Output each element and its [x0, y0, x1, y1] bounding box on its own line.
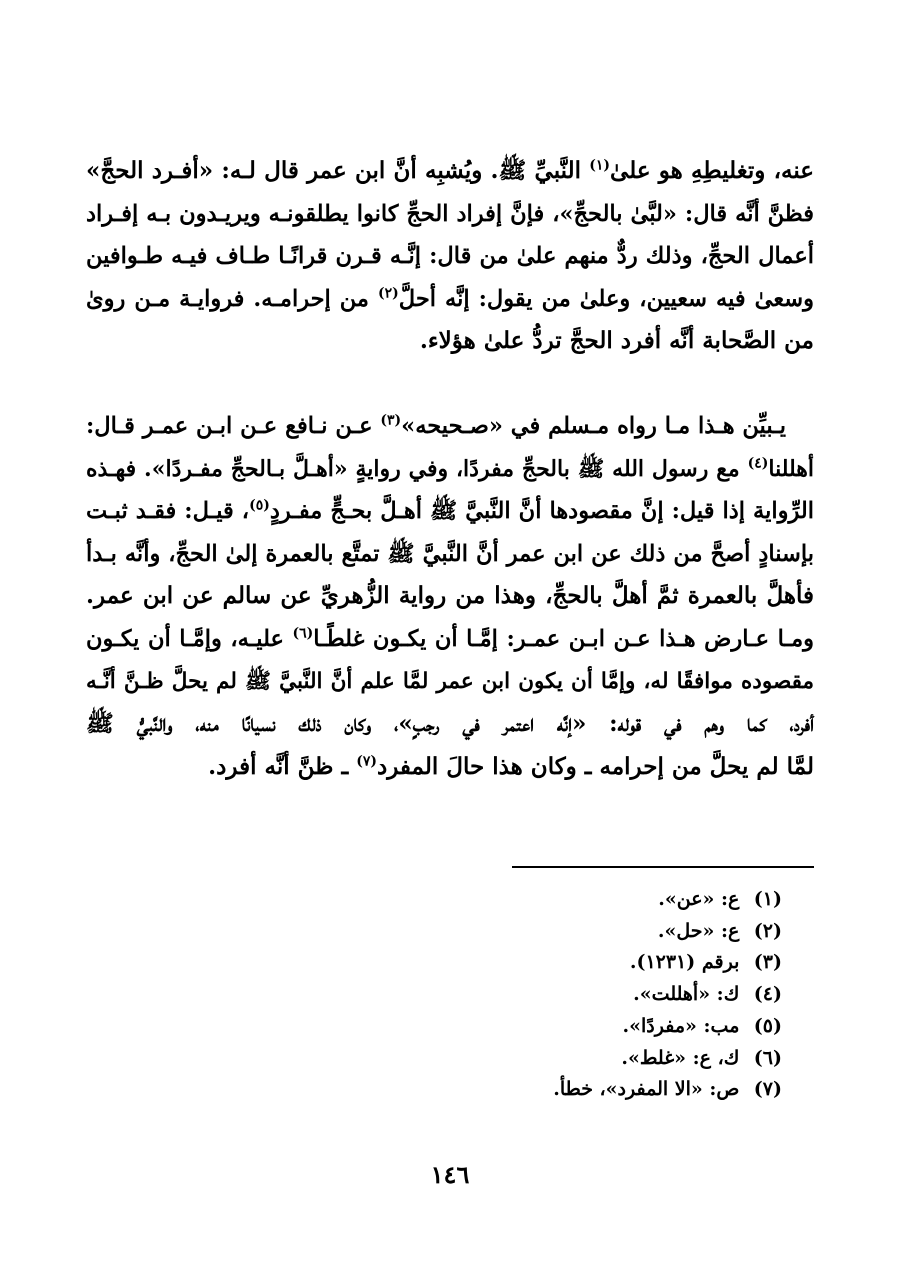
- footnote-marker[interactable]: (٣): [380, 412, 402, 429]
- footnote-number: (٤): [753, 983, 782, 1006]
- footnote-text: ك، ع: «غلط».: [621, 1046, 740, 1069]
- footnote-item: [282, 1074, 782, 1106]
- text-line: يـبيِّن هـذا مـا رواه مـسلم في «صـحيحه»$^{(٣)}$ عـن نـافع عـن ابـن عمـر قـال:: [86, 412, 786, 439]
- text-line: ومـا عـارض هـذا عـن ابـن عمـر: إمَّـا أن يكـون غلطًـا$^{(٦)}$ عليـه، وإمَّـا أن يكـون: [86, 625, 814, 652]
- footnote-marker[interactable]: (٤): [747, 455, 769, 472]
- footnote-item: [282, 979, 782, 1011]
- text-line: بإسنادٍ أصحَّ من ذلك عن ابن عمر أنَّ النَّبيَّ ﷺ تمتَّع بالعمرة إلىٰ الحجِّ، وأنَّه بـدأ: [86, 540, 814, 567]
- text-line: أعمال الحجِّ، وذلك ردٌّ منهم علىٰ من قال: إنَّـه قـرن قرانًـا طـاف فيـه طـوافين: [86, 243, 814, 270]
- footnote-number: (٥): [753, 1014, 782, 1037]
- text-line: الرِّواية إذا قيل: إنَّ مقصودها أنَّ النَّبيَّ ﷺ أهـلَّ بحـجٍّ مفـردٍ$^{(٥)}$، قيـل: فقـد ثبـت: [86, 497, 814, 525]
- text-line: أفرد، كما وهم في قوله: «إنَّه اعتمر في رجبٍ»، وكان ذلك نسيانًا منه، والنَّبيُّ ﷺ: [86, 710, 814, 738]
- footnotes-list: [282, 884, 782, 1106]
- footnote-text: ع: «حل».: [657, 919, 740, 942]
- footnote-item: [282, 1011, 782, 1043]
- footnote-number: (٦): [753, 1046, 782, 1069]
- footnote-text: مب: «مفردًا».: [622, 1014, 740, 1037]
- footnote-marker[interactable]: (٥): [249, 497, 270, 514]
- footnote-item: [282, 884, 782, 916]
- footnote-text: ك: «أهللت».: [633, 983, 740, 1006]
- footnote-item: [282, 947, 782, 979]
- footnote-marker[interactable]: (٢): [378, 285, 399, 302]
- footnote-number: (١): [753, 888, 782, 910]
- footnote-number: (٣): [753, 951, 782, 974]
- footnote-number: (٧): [753, 1078, 782, 1101]
- paragraph-2: [86, 405, 814, 788]
- text-line: عنه، وتغليطِهِ هو علىٰ$^{(١)}$ النَّبيِّ ﷺ. ويُشبِه أنَّ ابن عمر قال لـه: «أفـرد الحجَّ»: [86, 157, 814, 184]
- text-line: فأهلَّ بالعمرة ثمَّ أهلَّ بالحجِّ، وهذا من رواية الزُّهريِّ عن سالم عن ابن عمر.: [86, 582, 814, 610]
- text-line: مقصوده موافقًا له، وإمَّا أن يكون ابن عمر لمَّا علم أنَّ النَّبيَّ ﷺ لم يحلَّ ظـنَّ أنَّـه: [86, 668, 814, 694]
- footnote-text: برقم (١٢٣١).: [629, 951, 740, 974]
- footnote-item: [282, 916, 782, 948]
- page-number: ١٤٦: [430, 1160, 470, 1189]
- footnote-item: [282, 1043, 782, 1075]
- footnote-text: ص: «الا المفرد»، خطأ.: [553, 1078, 740, 1101]
- footnote-text: ع: «عن».: [658, 888, 740, 910]
- text-line: من الصَّحابة أنَّه أفرد الحجَّ تردُّ علىٰ هؤلاء.: [419, 327, 814, 355]
- text-line: وسعىٰ فيه سعيين، وعلىٰ من يقول: إنَّه أحلَّ$^{(٢)}$ من إحرامـه. فروايـة مـن روىٰ: [86, 285, 814, 312]
- text-line: أهللنا$^{(٤)}$ مع رسول الله ﷺ بالحجِّ مفردًا، وفي روايةٍ «أهـلَّ بـالحجِّ مفـردًا». فهـذه: [86, 455, 814, 482]
- text-line: فظنَّ أنَّه قال: «لبَّىٰ بالحجِّ»، فإنَّ إفراد الحجِّ كانوا يطلقونـه ويريـدون بـه إفـراد: [86, 200, 814, 227]
- paragraph-1: [86, 150, 814, 363]
- footnote-marker[interactable]: (٧): [356, 753, 377, 770]
- footnote-marker[interactable]: (١): [589, 157, 611, 174]
- footnote-separator: [512, 866, 814, 868]
- text-line: لمَّا لم يحلَّ من إحرامه ـ وكان هذا حالَ المفرد$^{(٧)}$ ـ ظنَّ أنَّه أفرد.: [208, 752, 814, 780]
- footnote-marker[interactable]: (٦): [292, 625, 314, 642]
- footnote-number: (٢): [753, 919, 782, 942]
